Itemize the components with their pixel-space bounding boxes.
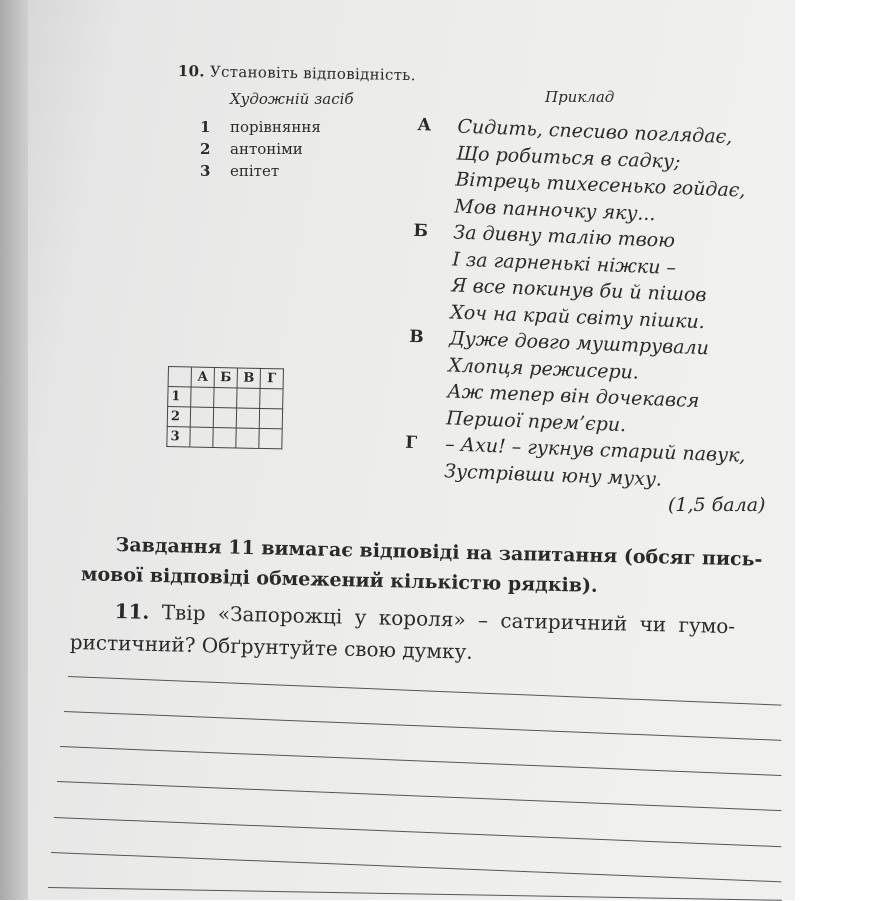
example-letter: А	[417, 114, 432, 136]
means-number: 3	[200, 162, 211, 180]
grid-answer-cell[interactable]	[237, 388, 260, 408]
means-number: 1	[200, 118, 211, 136]
example-line: Мов панночку яку...	[453, 194, 657, 225]
example-letter: Г	[404, 432, 418, 454]
example-line: – Ахи! – гукнув старий павук,	[444, 433, 746, 467]
grid-answer-cell[interactable]	[236, 428, 259, 448]
means-list	[200, 116, 321, 182]
score-label: (1,5 бала)	[668, 494, 766, 516]
column-heading-means: Художній засіб	[230, 90, 354, 108]
grid-col-header: Г	[260, 368, 283, 388]
example-line: Хлопця режисери.	[447, 353, 640, 384]
means-text: епітет	[230, 162, 280, 180]
means-item	[200, 138, 321, 160]
example-line: Хоч на край світу пішки.	[449, 300, 706, 333]
question-11-line: ристичний? Обґрунтуйте свою думку.	[69, 629, 473, 664]
grid-answer-cell[interactable]	[190, 407, 213, 427]
grid-row	[167, 407, 282, 429]
grid-answer-cell[interactable]	[259, 408, 282, 428]
example-line: Я все покинув би й пішов	[450, 274, 707, 307]
grid-answer-cell[interactable]	[214, 387, 237, 407]
task-11-line: Завдання 11 вимагає відповіді на запитання (обсяг пись-	[115, 533, 763, 571]
example-line: Зустрівши юну муху.	[443, 459, 663, 491]
question-10-number: 10.	[177, 62, 205, 81]
column-heading-example: Приклад	[545, 88, 615, 106]
task-11-line: мової відповіді обмежений кількістю рядків).	[80, 563, 598, 597]
example-line: Першої прем’єри.	[445, 406, 627, 436]
example-line: Вітрець тихесенько гойдає,	[455, 168, 746, 202]
example-a	[414, 112, 758, 231]
grid-corner-cell	[168, 367, 191, 387]
grid-col-header: Б	[214, 367, 237, 387]
example-line: За дивну талію твою	[452, 221, 676, 252]
means-number: 2	[200, 140, 211, 158]
example-v	[406, 324, 750, 443]
grid-row-header: 3	[167, 426, 190, 446]
grid-answer-cell[interactable]	[259, 428, 282, 448]
example-line: Аж тепер він дочекався	[446, 380, 700, 413]
means-item	[200, 116, 321, 138]
grid-answer-cell[interactable]	[190, 427, 213, 447]
grid-row-header: 2	[167, 407, 190, 427]
example-line: І за гарненькі ніжки –	[451, 247, 677, 279]
means-item	[200, 160, 321, 182]
grid-answer-cell[interactable]	[213, 427, 236, 447]
question-10-text: Установіть відповідність.	[209, 62, 416, 85]
question-11-number: 11.	[114, 598, 150, 624]
example-letter: Б	[413, 220, 429, 242]
examples-list	[404, 112, 758, 496]
background-margin	[795, 0, 874, 900]
grid-row	[167, 426, 282, 448]
example-line: Сидить, спесиво поглядає,	[457, 115, 733, 149]
example-line: Дуже довго муштрували	[448, 327, 710, 360]
grid-col-header: А	[191, 367, 214, 387]
grid-answer-cell[interactable]	[260, 388, 283, 408]
grid-answer-cell[interactable]	[191, 387, 214, 407]
grid-answer-cell[interactable]	[236, 408, 259, 428]
example-letter: В	[408, 326, 425, 348]
example-b	[410, 218, 754, 337]
grid-answer-cell[interactable]	[213, 407, 236, 427]
page-shadow-edge	[0, 0, 28, 900]
grid-row-header: 1	[168, 387, 191, 407]
question-11-text: Твір «Запорожці у короля» – сатиричний чи гумо-	[161, 600, 736, 639]
means-text: антоніми	[230, 140, 303, 158]
grid-col-header: В	[237, 368, 260, 388]
answer-grid	[166, 366, 284, 449]
grid-header-row	[168, 367, 283, 389]
means-text: порівняння	[230, 118, 321, 136]
grid-row	[168, 387, 283, 409]
example-line: Що робиться в садку;	[456, 142, 681, 173]
